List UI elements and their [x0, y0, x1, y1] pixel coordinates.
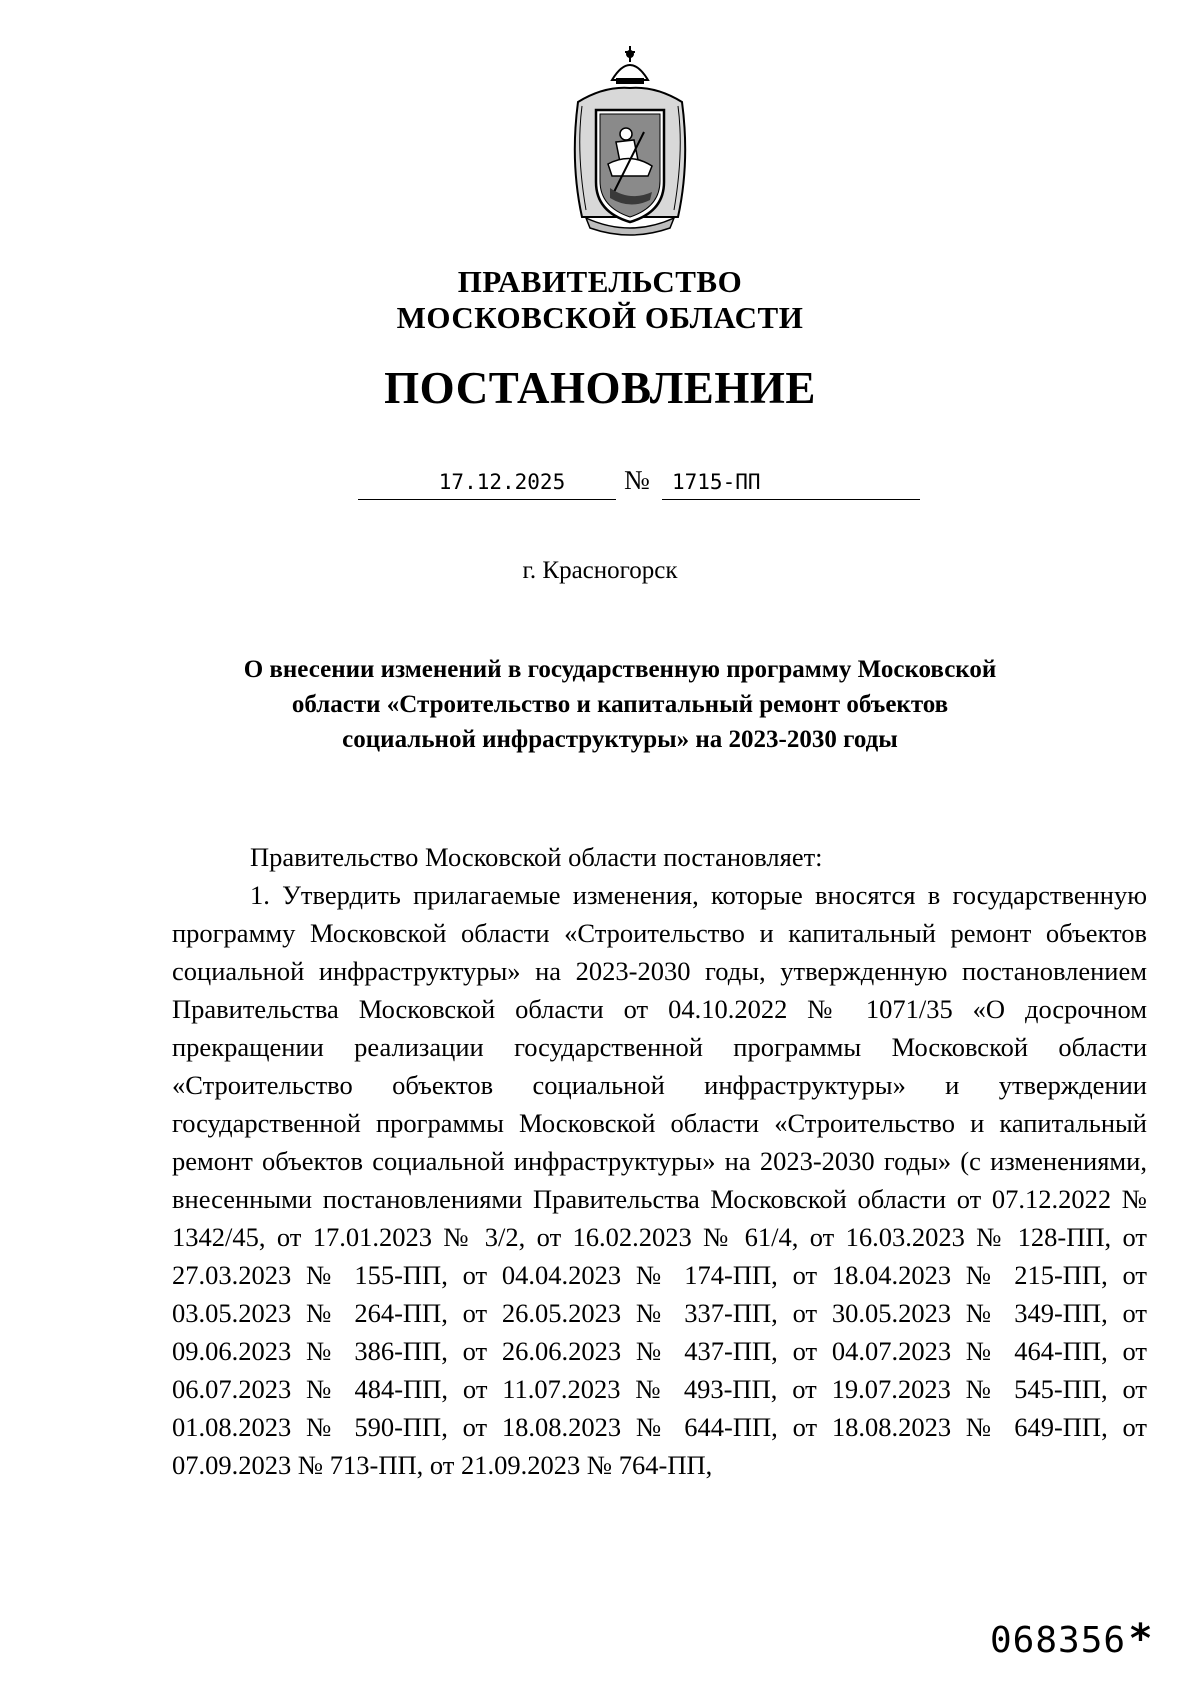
org-name-line-2: МОСКОВСКОЙ ОБЛАСТИ	[396, 300, 804, 335]
document-type: ПОСТАНОВЛЕНИЕ	[384, 363, 816, 413]
number-sign: №	[624, 465, 650, 495]
emblem	[560, 42, 700, 242]
document-title: О внесении изменений в государственную программу Московской области «Строительство и капитальный ремонт объектов социальной инфраструктуры» на 2023-2030 годы	[243, 656, 997, 753]
document-date: 17.12.2025	[358, 465, 616, 500]
document-number: 1715-ПП	[662, 465, 920, 500]
serial-number: 068356	[990, 1620, 1127, 1661]
item-1: 1. Утвердить прилагаемые изменения, которые вносятся в государственную программу Московской области «Строительство и капитальный ремонт объектов социальной инфраструктуры» на 2023-2030 годы, утвержденную постановлением Правительства Московской области от 04.10.2022 № 1071/35 «О досрочном прекращении реализации государственной программы Московской области «Строительство объектов социальной инфраструктуры» и утверждении государственной программы Московской области «Строительство и капитальный ремонт объектов социальной инфраструктуры» на 2023-2030 годы» (с изменениями, внесенными постановлениями Правительства Московской области от 07.12.2022 № 1342/45, от 17.01.2023 № 3/2, от 16.02.2023 № 61/4, от 16.03.2023 № 128-ПП, от 27.03.2023 № 155-ПП, от 04.04.2023 № 174-ПП, от 18.04.2023 № 215-ПП, от 03.05.2023 № 264-ПП, от 26.05.2023 № 337-ПП, от 30.05.2023 № 349-ПП, от 09.06.2023 № 386-ПП, от 26.06.2023 № 437-ПП, от 04.07.2023 № 464-ПП, от 06.07.2023 № 484-ПП, от 11.07.2023 № 493-ПП, от 19.07.2023 № 545-ПП, от 01.08.2023 № 590-ПП, от 18.08.2023 № 644-ПП, от 18.08.2023 № 649-ПП, от 07.09.2023 № 713-ПП, от 21.09.2023 № 764-ПП,	[172, 880, 1147, 1480]
registration-line	[358, 465, 920, 505]
preamble: Правительство Московской области постановляет:	[250, 842, 823, 872]
moscow-oblast-coat-of-arms-icon	[560, 42, 700, 242]
org-name-line-1: ПРАВИТЕЛЬСТВО	[457, 264, 743, 299]
serial-mark: *	[1130, 1616, 1151, 1662]
document-body	[172, 838, 1147, 1484]
city: г. Красногорск	[522, 557, 678, 584]
